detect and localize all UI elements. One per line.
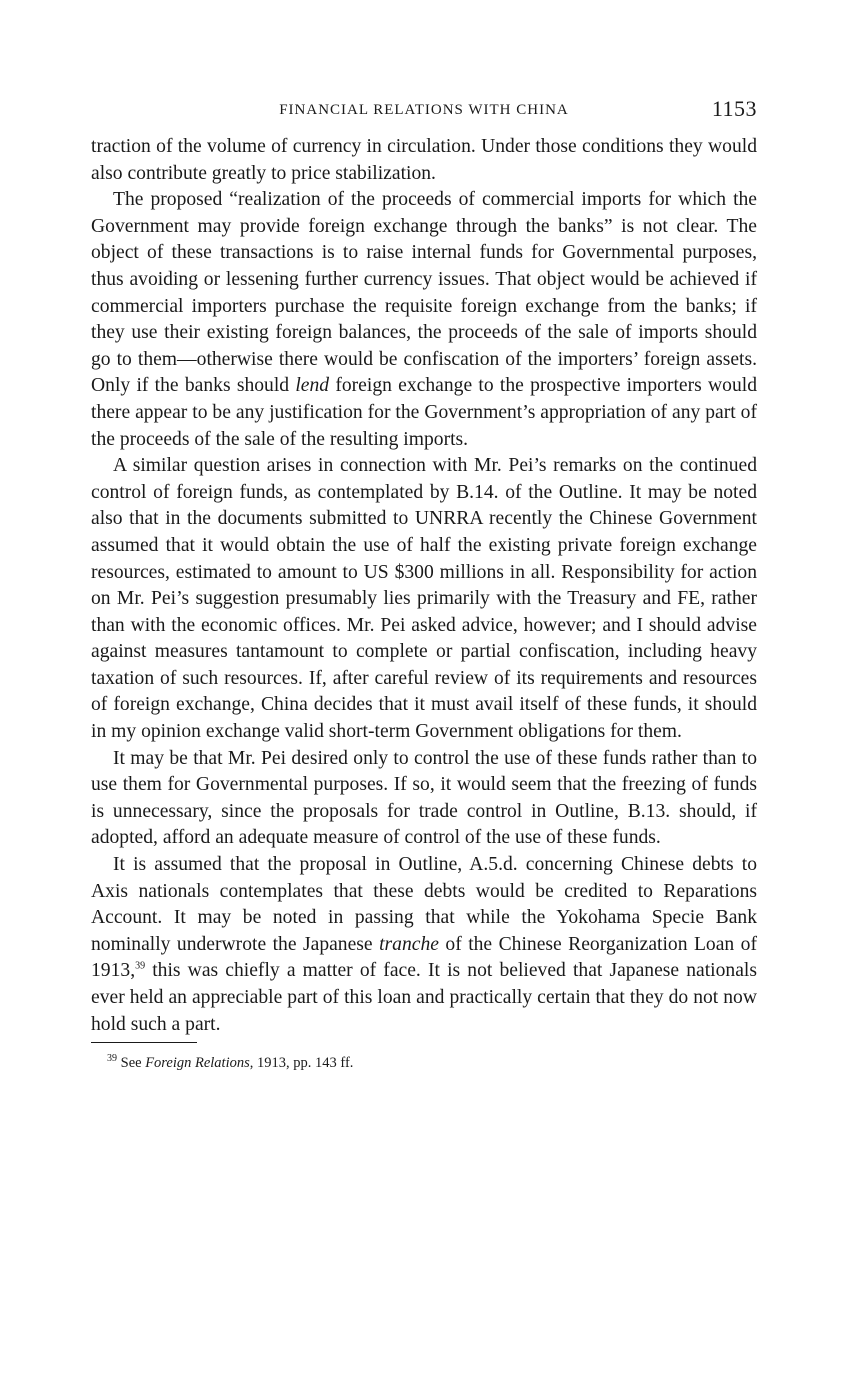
body-text: [91, 134, 757, 1038]
paragraph-5-text-a: It is assumed that the proposal in Outline, A.5.d. concerning Chinese debts to Axis nationals contemplates that these debts would be credited to Reparations Account. It may be noted in passing that while the Yokohama Specie Bank nominally underwrote the Japanese: [91, 854, 757, 955]
paragraph-4: It may be that Mr. Pei desired only to control the use of these funds rather than to use them for Governmental purposes. If so, it would seem that the freezing of funds is unnecessary, since the proposals for trade control in Outline, B.13. should, if adopted, afford an adequate measure of control of the use of these funds.: [91, 747, 757, 849]
running-head: [91, 92, 757, 126]
paragraph-3: A similar question arises in connection with Mr. Pei’s remarks on the continued control of foreign funds, as contemplated by B.14. of the Outline. It may be noted also that in the documents submitted to UNRRA recently the Chinese Government assumed that it would obtain the use of half the existing private foreign exchange resources, estimated to amount to US $300 millions in all. Responsibility for action on Mr. Pei’s suggestion presumably lies primarily with the Treasury and FE, rather than with the economic offices. Mr. Pei asked advice, however; and I should advise against measures tantamount to complete or partial confiscation, including heavy taxation of such resources. If, after careful review of its requirements and resources of foreign exchange, China decides that it must avail itself of these funds, it should in my opinion exchange valid short-term Government obligations for them.: [91, 455, 757, 743]
footnote: [107, 1053, 757, 1073]
footnote-number: 39: [107, 1053, 117, 1065]
footnote-title: Foreign Relations: [145, 1055, 250, 1072]
paragraph-2: [91, 187, 757, 453]
paragraph-5-text-c: this was chiefly a matter of face. It is not believed that Japanese nationals ever held an appreciable part of this loan and practically certain that they do not now hold such a part.: [91, 960, 757, 1035]
paragraph-2-italic-lend: lend: [295, 375, 330, 397]
paragraph-5-text-b: of the Chinese Reorganization Loan of 1913,: [91, 933, 758, 982]
paragraph-1: traction of the volume of currency in circulation. Under those conditions they would also contribute greatly to price stabilization.: [91, 136, 757, 184]
paragraph-2-text-b: foreign exchange to the prospective importers would there appear to be any justification for the Government’s appropriation of any part of the proceeds of the sale of the resulting imports.: [91, 375, 757, 450]
paragraph-5-italic-tranche: tranche: [379, 933, 439, 955]
footnote-text-a: See: [117, 1055, 146, 1072]
paragraph-5: [91, 852, 757, 1038]
footnote-text-b: , 1913, pp. 143 ff.: [249, 1055, 354, 1072]
footnote-divider: [91, 1042, 197, 1043]
footnote-reference[interactable]: 39: [135, 960, 146, 972]
document-page: [91, 92, 757, 1073]
running-title: FINANCIAL RELATIONS WITH CHINA: [279, 102, 569, 118]
page-number: 1153: [711, 96, 757, 121]
paragraph-2-text-a: The proposed “realization of the proceeds of commercial imports for which the Government may provide foreign exchange through the banks” is not clear. The object of these transactions is to raise internal funds for Governmental purposes, thus avoiding or lessening further currency issues. That object would be achieved if commercial importers purchase the requisite foreign exchange from the banks; if they use their existing foreign balances, the proceeds of the sale of imports should go to them—otherwise there would be confiscation of the importers’ foreign assets. Only if the banks should: [91, 189, 757, 397]
